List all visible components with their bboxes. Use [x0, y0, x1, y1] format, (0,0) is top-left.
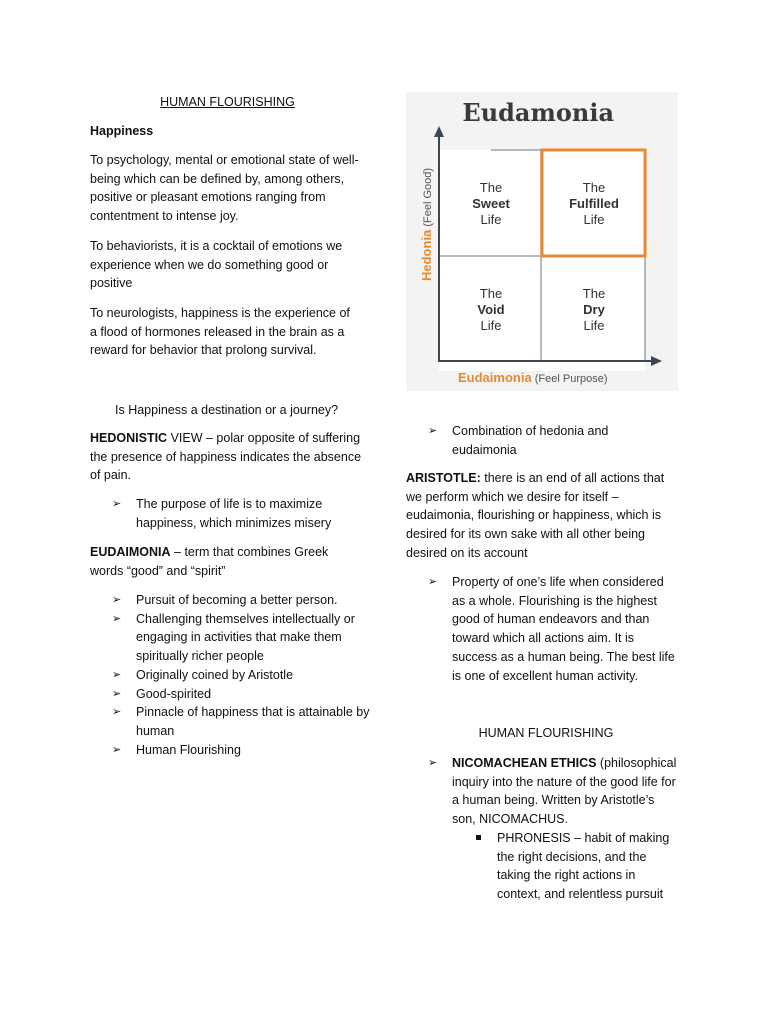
- quadrant-line: Dry: [583, 302, 605, 317]
- y-axis-arrow: [434, 126, 444, 137]
- quadrant-dry-life: [546, 286, 642, 334]
- x-axis-label: [458, 369, 608, 389]
- quadrant-line: Life: [583, 212, 605, 227]
- hedonistic-text: VIEW – polar opposite of suffering the presence of happiness indicates the absence of pain.: [90, 431, 362, 483]
- list-item: ➢ Originally coined by Aristotle: [90, 666, 372, 685]
- nicomachean-term: NICOMACHEAN ETHICS: [452, 756, 597, 770]
- quadrant-grid: [406, 92, 678, 391]
- eudamonia-figure: [406, 92, 678, 391]
- x-axis-label-sub: (Feel Purpose): [531, 373, 608, 385]
- list-item: ➢ Human Flourishing: [90, 741, 372, 760]
- hedonistic-list: [90, 495, 365, 532]
- behaviorists-paragraph: To behaviorists, it is a cocktail of emotions we experience when we do something good or positive: [90, 239, 343, 291]
- nicomachean-list: [406, 754, 678, 829]
- y-axis-label-main: Hedonia: [419, 229, 434, 281]
- quadrant-line: Life: [480, 212, 502, 227]
- y-axis-label-sub: (Feel Good): [422, 167, 434, 230]
- section-heading: HUMAN FLOURISHING: [478, 726, 614, 740]
- quadrant-line: The: [582, 286, 606, 301]
- aristotle-paragraph: [406, 469, 678, 563]
- y-axis-label: [418, 168, 438, 281]
- eudaimonia-list: [90, 591, 372, 759]
- aristotle-term: ARISTOTLE:: [406, 471, 481, 485]
- list-item: ➢ Challenging themselves intellectually or engaging in activities that make them spiritually richer people: [90, 610, 372, 666]
- quadrant-line: The: [479, 286, 503, 301]
- property-list: [406, 573, 678, 685]
- x-axis-label-main: Eudaimonia: [458, 370, 532, 385]
- combination-list: [406, 422, 646, 459]
- quadrant-sweet-life: [446, 180, 536, 228]
- phronesis-list: [406, 829, 678, 904]
- list-item: ➢ Good-spirited: [90, 685, 372, 704]
- quadrant-line: Void: [477, 302, 505, 317]
- eudaimonia-paragraph: [90, 543, 350, 580]
- list-item: ➢ Property of one’s life when considered as a whole. Flourishing is the highest good of human endeavors and than toward which all actions aim. It is success as a human being. The best life is one of excellent human activity.: [406, 573, 678, 685]
- hedonistic-term: HEDONISTIC: [90, 431, 168, 445]
- quadrant-line: Fulfilled: [569, 196, 619, 211]
- figure-title: Eudamonia: [462, 98, 614, 127]
- hedonistic-paragraph: [90, 429, 365, 485]
- nicomachean-text: (philosophical inquiry into the nature of the good life for a human being. Written by Aristotle’s son, NICOMACHUS.: [452, 756, 677, 827]
- neurologists-paragraph: To neurologists, happiness is the experience of a flood of hormones released in the brain as a reward for behavior that prolong survival.: [90, 306, 350, 358]
- x-axis-arrow: [651, 356, 662, 366]
- quadrant-line: Life: [480, 318, 502, 333]
- quadrant-void-life: [446, 286, 536, 334]
- list-item: ➢ Pinnacle of happiness that is attainable by human: [90, 703, 372, 740]
- quadrant-fulfilled-life: [546, 180, 642, 228]
- list-item: ➢ Pursuit of becoming a better person.: [90, 591, 372, 610]
- list-item: ➢ The purpose of life is to maximize happiness, which minimizes misery: [90, 495, 365, 532]
- happiness-heading: Happiness: [90, 124, 154, 138]
- psychology-paragraph: To psychology, mental or emotional state of well-being which can be defined by, among others, positive or pleasant emotions ranging from contentment to intense joy.: [90, 153, 359, 224]
- list-item: PHRONESIS – habit of making the right decisions, and the taking the right actions in context, and relentless pursuit: [406, 829, 678, 904]
- quadrant-line: Sweet: [472, 196, 510, 211]
- quadrant-line: The: [582, 180, 606, 195]
- eudaimonia-text: – term that combines Greek words “good” and “spirit”: [90, 545, 329, 578]
- aristotle-text: there is an end of all actions that we perform which we desire for itself – eudaimonia, flourishing or happiness, which is desired for its own sake with all other being desired on its account: [406, 471, 665, 560]
- eudaimonia-term: EUDAIMONIA: [90, 545, 171, 559]
- list-item: ➢ Combination of hedonia and eudaimonia: [406, 422, 646, 459]
- list-item: [406, 754, 678, 829]
- quadrant-line: Life: [583, 318, 605, 333]
- page-title: HUMAN FLOURISHING: [160, 95, 295, 109]
- journey-question: Is Happiness a destination or a journey?: [115, 403, 339, 417]
- quadrant-line: The: [479, 180, 503, 195]
